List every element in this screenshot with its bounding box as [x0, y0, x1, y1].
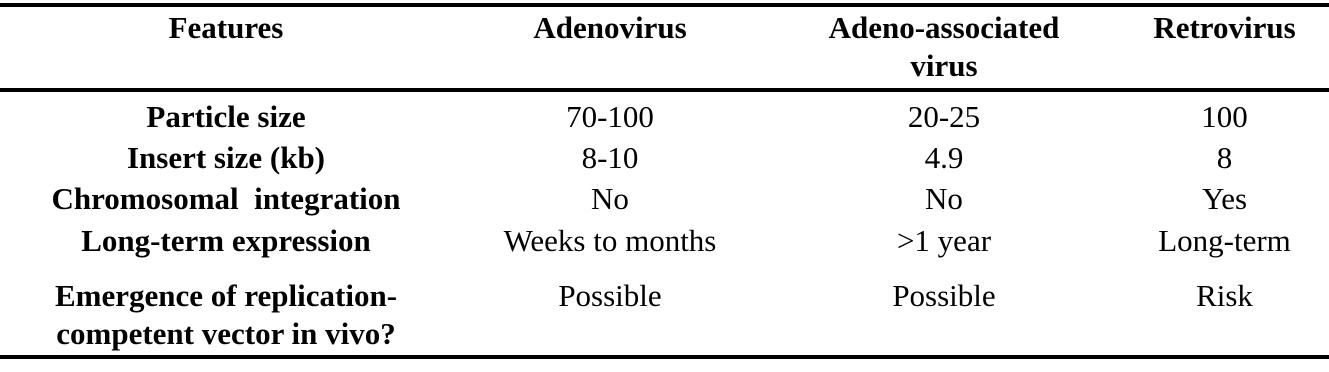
cell-adenovirus: Weeks to months — [503, 223, 717, 258]
row-label: Chromosomal integration — [51, 181, 401, 216]
cell-aav: 20-25 — [907, 99, 981, 134]
row-label: Insert size (kb) — [126, 140, 326, 175]
top-rule — [0, 3, 1329, 7]
row-label-line2: competent vector in vivo? — [56, 316, 396, 351]
cell-aav: 4.9 — [924, 140, 964, 175]
row-label-line1: Emergence of replication- — [54, 278, 398, 313]
cell-aav: >1 year — [896, 223, 992, 258]
cell-retrovirus: 8 — [1216, 140, 1233, 175]
cell-retrovirus: Yes — [1201, 181, 1248, 216]
cell-aav: No — [925, 181, 963, 216]
row-label: Long-term expression — [81, 223, 371, 258]
header-adenovirus: Adenovirus — [533, 10, 687, 45]
bottom-rule — [0, 355, 1329, 359]
header-rule — [0, 88, 1329, 92]
cell-retrovirus: Long-term — [1158, 223, 1291, 258]
header-adeno-associated-line1: Adeno-associated — [828, 10, 1060, 45]
cell-adenovirus: No — [591, 181, 629, 216]
cell-retrovirus: Risk — [1196, 278, 1253, 313]
header-features: Features — [168, 10, 284, 45]
cell-adenovirus: 70-100 — [566, 99, 654, 134]
cell-aav: Possible — [892, 278, 996, 313]
cell-adenovirus: Possible — [558, 278, 662, 313]
header-adeno-associated-line2: virus — [910, 48, 978, 83]
header-retrovirus: Retrovirus — [1153, 10, 1296, 45]
row-label: Particle size — [146, 99, 306, 134]
cell-adenovirus: 8-10 — [581, 140, 639, 175]
cell-retrovirus: 100 — [1201, 99, 1248, 134]
